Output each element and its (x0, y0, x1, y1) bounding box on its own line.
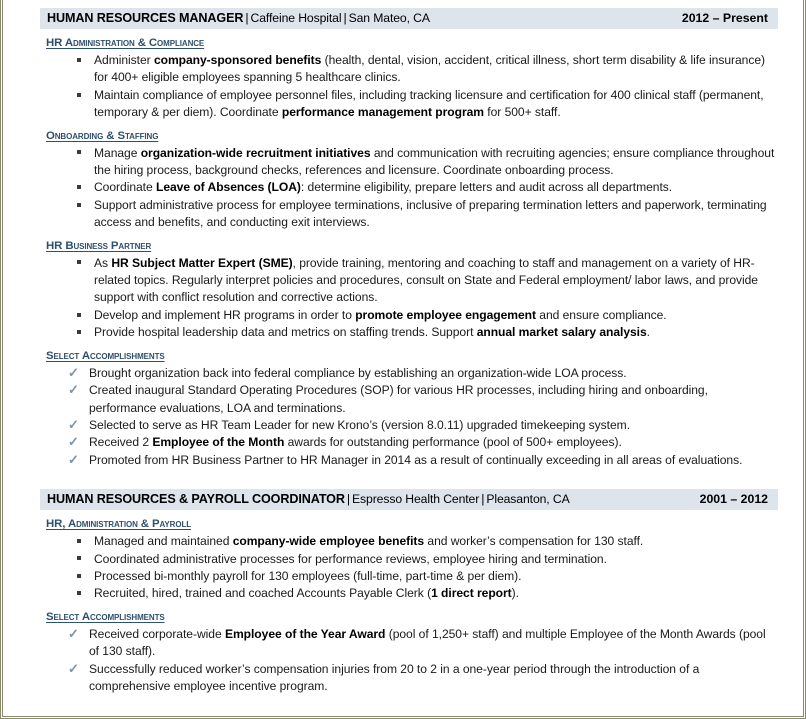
item-text (89, 383, 708, 414)
bullet-item (37, 307, 782, 324)
plain-text: Support administrative process for employee terminations, inclusive of preparing termination letters and paperwork, terminating access and benefits, and conducting exit interviews. (94, 197, 767, 230)
square-bullet-icon (77, 533, 81, 550)
item-text (94, 325, 650, 339)
bullet-list (37, 533, 782, 603)
plain-text: Received 2 (89, 435, 153, 450)
job-header-separator: | (245, 11, 249, 25)
item-text (89, 453, 742, 467)
job-header-separator: | (343, 11, 347, 25)
accomplishment-item (37, 417, 782, 434)
plain-text: Manage (94, 145, 141, 160)
plain-text: Develop and implement HR programs in order to (94, 307, 356, 322)
item-text (94, 308, 667, 322)
bullet-list (37, 145, 782, 232)
plain-text: and worker’s compensation for 130 staff. (424, 534, 644, 549)
bullet-item (37, 145, 782, 180)
bullet-list (37, 255, 782, 342)
job-location: San Mateo, CA (348, 11, 430, 25)
square-bullet-icon (77, 145, 81, 162)
plain-text: Selected to serve as HR Team Leader for new Krono’s (version 8.0.11) upgraded timekeeping system. (89, 417, 630, 432)
accomplishment-item (37, 365, 782, 382)
accomplishment-item (37, 434, 782, 451)
square-bullet-icon (77, 551, 81, 568)
checkmark-icon: ✓ (68, 434, 79, 450)
item-text (94, 569, 521, 583)
item-text (89, 418, 630, 432)
accomplishment-item (37, 382, 782, 417)
job-header-separator: | (346, 492, 350, 507)
accomplishment-item (37, 661, 782, 696)
checkmark-icon: ✓ (68, 364, 79, 380)
job-location: Pleasanton, CA (486, 492, 570, 507)
page-leading-space (37, 0, 782, 8)
item-text (94, 53, 765, 84)
square-bullet-icon (77, 307, 81, 324)
bullet-item (37, 551, 782, 568)
plain-text: and communication with recruiting agencies; ensure compliance throughout the hiring process, background checks, references and licensure. Coordinate onboarding process. (94, 145, 775, 178)
section-heading: Onboarding & Staffing (46, 129, 159, 142)
checkmark-icon: ✓ (68, 660, 79, 676)
bullet-item (37, 585, 782, 602)
item-text (89, 435, 622, 449)
section-heading-row (37, 342, 782, 365)
plain-text: . (646, 325, 650, 340)
emphasis-text: Leave of Absences (LOA) (155, 180, 301, 195)
square-bullet-icon (77, 324, 81, 341)
item-text (94, 146, 774, 177)
section-heading-row (37, 510, 782, 533)
item-text (89, 366, 627, 380)
job-company: Espresso Health Center (352, 492, 480, 507)
bullet-item (37, 197, 782, 232)
accomplishment-item (37, 626, 782, 661)
job-company: Caffeine Hospital (250, 11, 342, 25)
section-heading-row (37, 603, 782, 626)
emphasis-text: performance management program (281, 105, 484, 120)
job-title: HUMAN RESOURCES MANAGER (47, 11, 244, 25)
item-text (94, 534, 643, 548)
checkmark-icon: ✓ (68, 625, 79, 641)
square-bullet-icon (77, 87, 81, 104)
job-separator-space (37, 469, 782, 489)
resume-experience-body (37, 0, 782, 695)
plain-text: Administer (94, 53, 154, 67)
square-bullet-icon (77, 52, 81, 69)
section-heading: HR Business Partner (46, 239, 152, 252)
job-header-separator: | (481, 492, 485, 507)
plain-text: Created inaugural Standard Operating Procedures (SOP) for various HR processes, including hiring and onboarding, performance evaluations, LOA and terminations. (89, 383, 708, 415)
accomplishment-item (37, 452, 782, 469)
plain-text: Maintain compliance of employee personnel files, including tracking licensure and certification for 400 clinical staff (permanent, temporary & per diem). Coordinate (94, 87, 764, 120)
job-header-left (47, 492, 700, 507)
plain-text: (health, dental, vision, accident, critical illness, short term disability & life insurance) for 400+ eligible employees spanning 5 healthcare clinics. (94, 53, 765, 85)
job-title: HUMAN RESOURCES & PAYROLL COORDINATOR (47, 492, 345, 507)
section-heading-row (37, 29, 782, 52)
item-text (89, 627, 766, 658)
square-bullet-icon (77, 568, 81, 585)
plain-text: Coordinate (94, 180, 156, 195)
emphasis-text: HR Subject Matter Expert (SME) (111, 255, 293, 270)
square-bullet-icon (77, 197, 81, 214)
emphasis-text: Employee of the Month (152, 435, 285, 450)
section-heading: Select Accomplishments (46, 349, 165, 362)
square-bullet-icon (77, 179, 81, 196)
section-heading: Select Accomplishments (46, 610, 165, 623)
section-heading-row (37, 232, 782, 255)
bullet-list (37, 52, 782, 122)
job-header-left (47, 11, 682, 26)
checkmark-icon: ✓ (68, 451, 79, 467)
plain-text: (pool of 1,250+ staff) and multiple Employee of the Month Awards (pool of 130 staff). (89, 626, 766, 659)
bullet-item (37, 52, 782, 87)
plain-text: Received corporate-wide (89, 626, 225, 641)
job-header-band (40, 8, 778, 29)
section-heading: HR Administration & Compliance (46, 37, 205, 49)
item-text (94, 552, 607, 566)
emphasis-text: annual market salary analysis (476, 325, 647, 340)
emphasis-text: organization-wide recruitment initiatives (140, 145, 371, 160)
item-text (94, 180, 672, 194)
bullet-item (37, 255, 782, 307)
plain-text: : determine eligibility, prepare letters and audit across all departments. (300, 180, 673, 195)
bullet-item (37, 568, 782, 585)
plain-text: Brought organization back into federal compliance by establishing an organization-wide LOA process. (89, 365, 627, 380)
job-dates: 2001 – 2012 (699, 492, 768, 507)
emphasis-text: company-wide employee benefits (232, 534, 425, 549)
emphasis-text: 1 direct report (431, 586, 512, 601)
bullet-item (37, 533, 782, 550)
plain-text: and ensure compliance. (535, 307, 667, 322)
section-heading-row (37, 122, 782, 145)
job-dates: 2012 – Present (681, 11, 768, 25)
plain-text: for 500+ staff. (484, 105, 561, 120)
bullet-item (37, 87, 782, 122)
square-bullet-icon (77, 255, 81, 272)
emphasis-text: promote employee engagement (355, 307, 536, 322)
emphasis-text: Employee of the Year Award (224, 626, 386, 641)
item-text (94, 256, 758, 305)
plain-text: Promoted from HR Business Partner to HR Manager in 2014 as a result of continually exceeding in all areas of evaluations. (89, 452, 743, 467)
item-text (94, 88, 764, 119)
item-text (94, 586, 519, 600)
plain-text: awards for outstanding performance (pool of 500+ employees). (284, 435, 622, 450)
bullet-item (37, 324, 782, 341)
plain-text: Successfully reduced worker’s compensation injuries from 20 to 2 in a one-year period through the introduction of a comprehensive employee incentive program. (89, 661, 700, 693)
checkmark-list (37, 365, 782, 469)
checkmark-list (37, 626, 782, 696)
section-heading: HR, Administration & Payroll (46, 518, 192, 531)
bullet-item (37, 179, 782, 196)
plain-text: As (94, 255, 112, 270)
plain-text: Processed bi-monthly payroll for 130 employees (full-time, part-time & per diem). (94, 568, 522, 583)
plain-text: Managed and maintained (94, 534, 233, 549)
job-header-band (40, 489, 778, 510)
square-bullet-icon (77, 585, 81, 602)
emphasis-text: company-sponsored benefits (153, 53, 322, 67)
plain-text: , provide training, mentoring and coaching to staff and management on a variety of HR-related topics. Regularly interpret policies and procedures, consult on State and Federal employment/ labor laws, and provide support with conflict resolution and corrective actions. (94, 255, 758, 305)
plain-text: Recruited, hired, trained and coached Accounts Payable Clerk ( (94, 586, 432, 601)
plain-text: Provide hospital leadership data and metrics on staffing trends. Support (94, 325, 477, 340)
plain-text: Coordinated administrative processes for performance reviews, employee hiring and termination. (94, 551, 607, 566)
checkmark-icon: ✓ (68, 416, 79, 432)
checkmark-icon: ✓ (68, 382, 79, 398)
plain-text: ). (511, 586, 519, 601)
item-text (94, 198, 767, 229)
item-text (89, 662, 699, 693)
